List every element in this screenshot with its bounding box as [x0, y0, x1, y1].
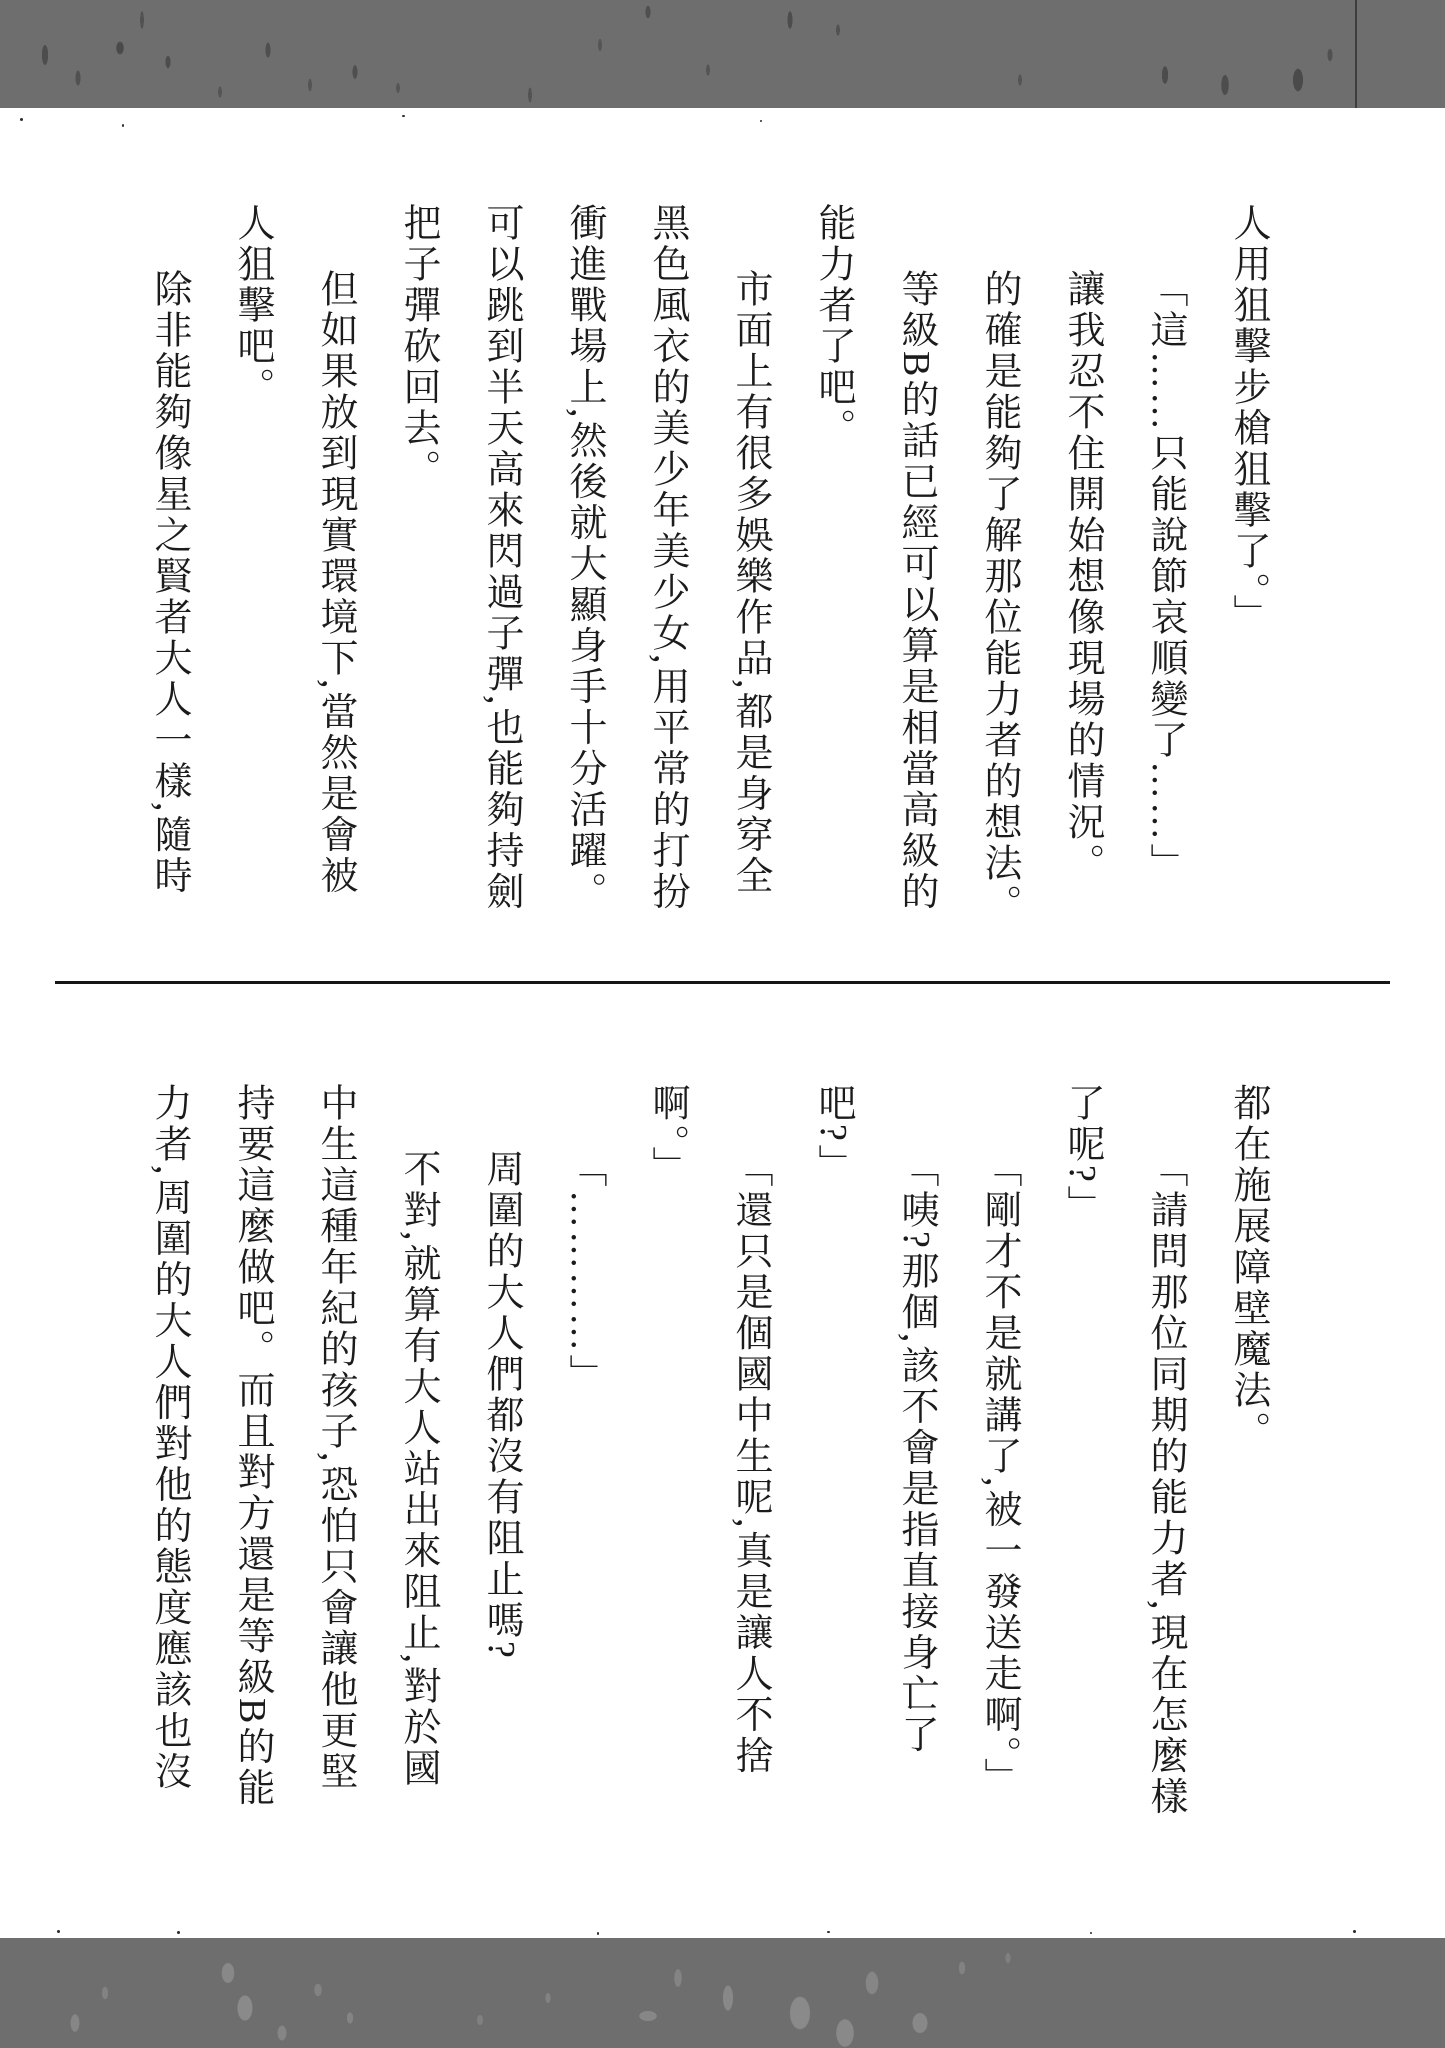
- text-column: 「還只是個國中生呢,真是讓人不捨: [729, 1149, 771, 1777]
- text-column: 「請問那位同期的能力者,現在怎麼樣: [1144, 1149, 1186, 1818]
- text-column: 了呢?」: [1061, 1083, 1103, 1226]
- ink-speck: [122, 124, 124, 127]
- text-column: 「咦?那個,該不會是指直接身亡了: [895, 1149, 937, 1756]
- ink-speck: [20, 118, 23, 121]
- text-column: 持要這麼做吧。而且對方還是等級B的能: [231, 1083, 273, 1809]
- page-divider-rule: [55, 981, 1390, 984]
- ink-speck: [402, 115, 405, 117]
- text-column: 黑色風衣的美少年美少女,用平常的打扮: [646, 203, 688, 913]
- text-column: 吧?」: [812, 1083, 854, 1185]
- text-column: 力者,周圍的大人們對他的態度應該也沒: [148, 1083, 190, 1793]
- ink-speck: [1090, 1932, 1092, 1934]
- text-column: 除非能夠像星之賢者大人一樣,隨時: [148, 269, 190, 897]
- ink-speck: [177, 1931, 180, 1934]
- ink-speck: [827, 1931, 830, 1933]
- text-column: 但如果放到現實環境下,當然是會被: [314, 269, 356, 897]
- text-column: 把子彈砍回去。: [397, 203, 439, 490]
- text-column: 中生這種年紀的孩子,恐怕只會讓他更堅: [314, 1083, 356, 1793]
- page-text-bottom: [123, 1083, 1289, 1858]
- text-column: 不對,就算有大人站出來阻止,對於國: [397, 1149, 439, 1789]
- text-column: 的確是能夠了解那位能力者的想法。: [978, 269, 1020, 925]
- text-column: 「剛才不是就講了,被一發送走啊。」: [978, 1149, 1020, 1799]
- text-column: 啊。」: [646, 1083, 688, 1187]
- scan-artifact-line: [1355, 0, 1357, 108]
- text-column: 「這……只能說節哀順變了……」: [1144, 269, 1186, 884]
- text-column: 衝進戰場上,然後就大顯身手十分活躍。: [563, 203, 605, 913]
- text-column: 能力者了吧。: [812, 203, 854, 449]
- ink-speck: [1353, 1930, 1356, 1933]
- text-column: 等級B的話已經可以算是相當高級的: [895, 269, 937, 913]
- text-column: 人狙擊吧。: [231, 203, 273, 408]
- ink-speck: [760, 120, 762, 122]
- text-column: 人用狙擊步槍狙擊了。」: [1227, 203, 1269, 635]
- text-column: 都在施展障壁魔法。: [1227, 1083, 1269, 1452]
- page-text-top: [123, 203, 1289, 978]
- text-column: 讓我忍不住開始想像現場的情況。: [1061, 269, 1103, 884]
- ink-speck: [57, 1930, 60, 1933]
- text-column: 市面上有很多娛樂作品,都是身穿全: [729, 269, 771, 897]
- text-column: 「…………」: [563, 1149, 605, 1395]
- scanner-band-bottom: [0, 1938, 1445, 2048]
- text-column: 可以跳到半天高來閃過子彈,也能夠持劍: [480, 203, 522, 913]
- ink-speck: [597, 1932, 599, 1935]
- scanner-band-top: [0, 0, 1445, 108]
- text-column: 周圍的大人們都沒有阻止嗎?: [480, 1149, 522, 1661]
